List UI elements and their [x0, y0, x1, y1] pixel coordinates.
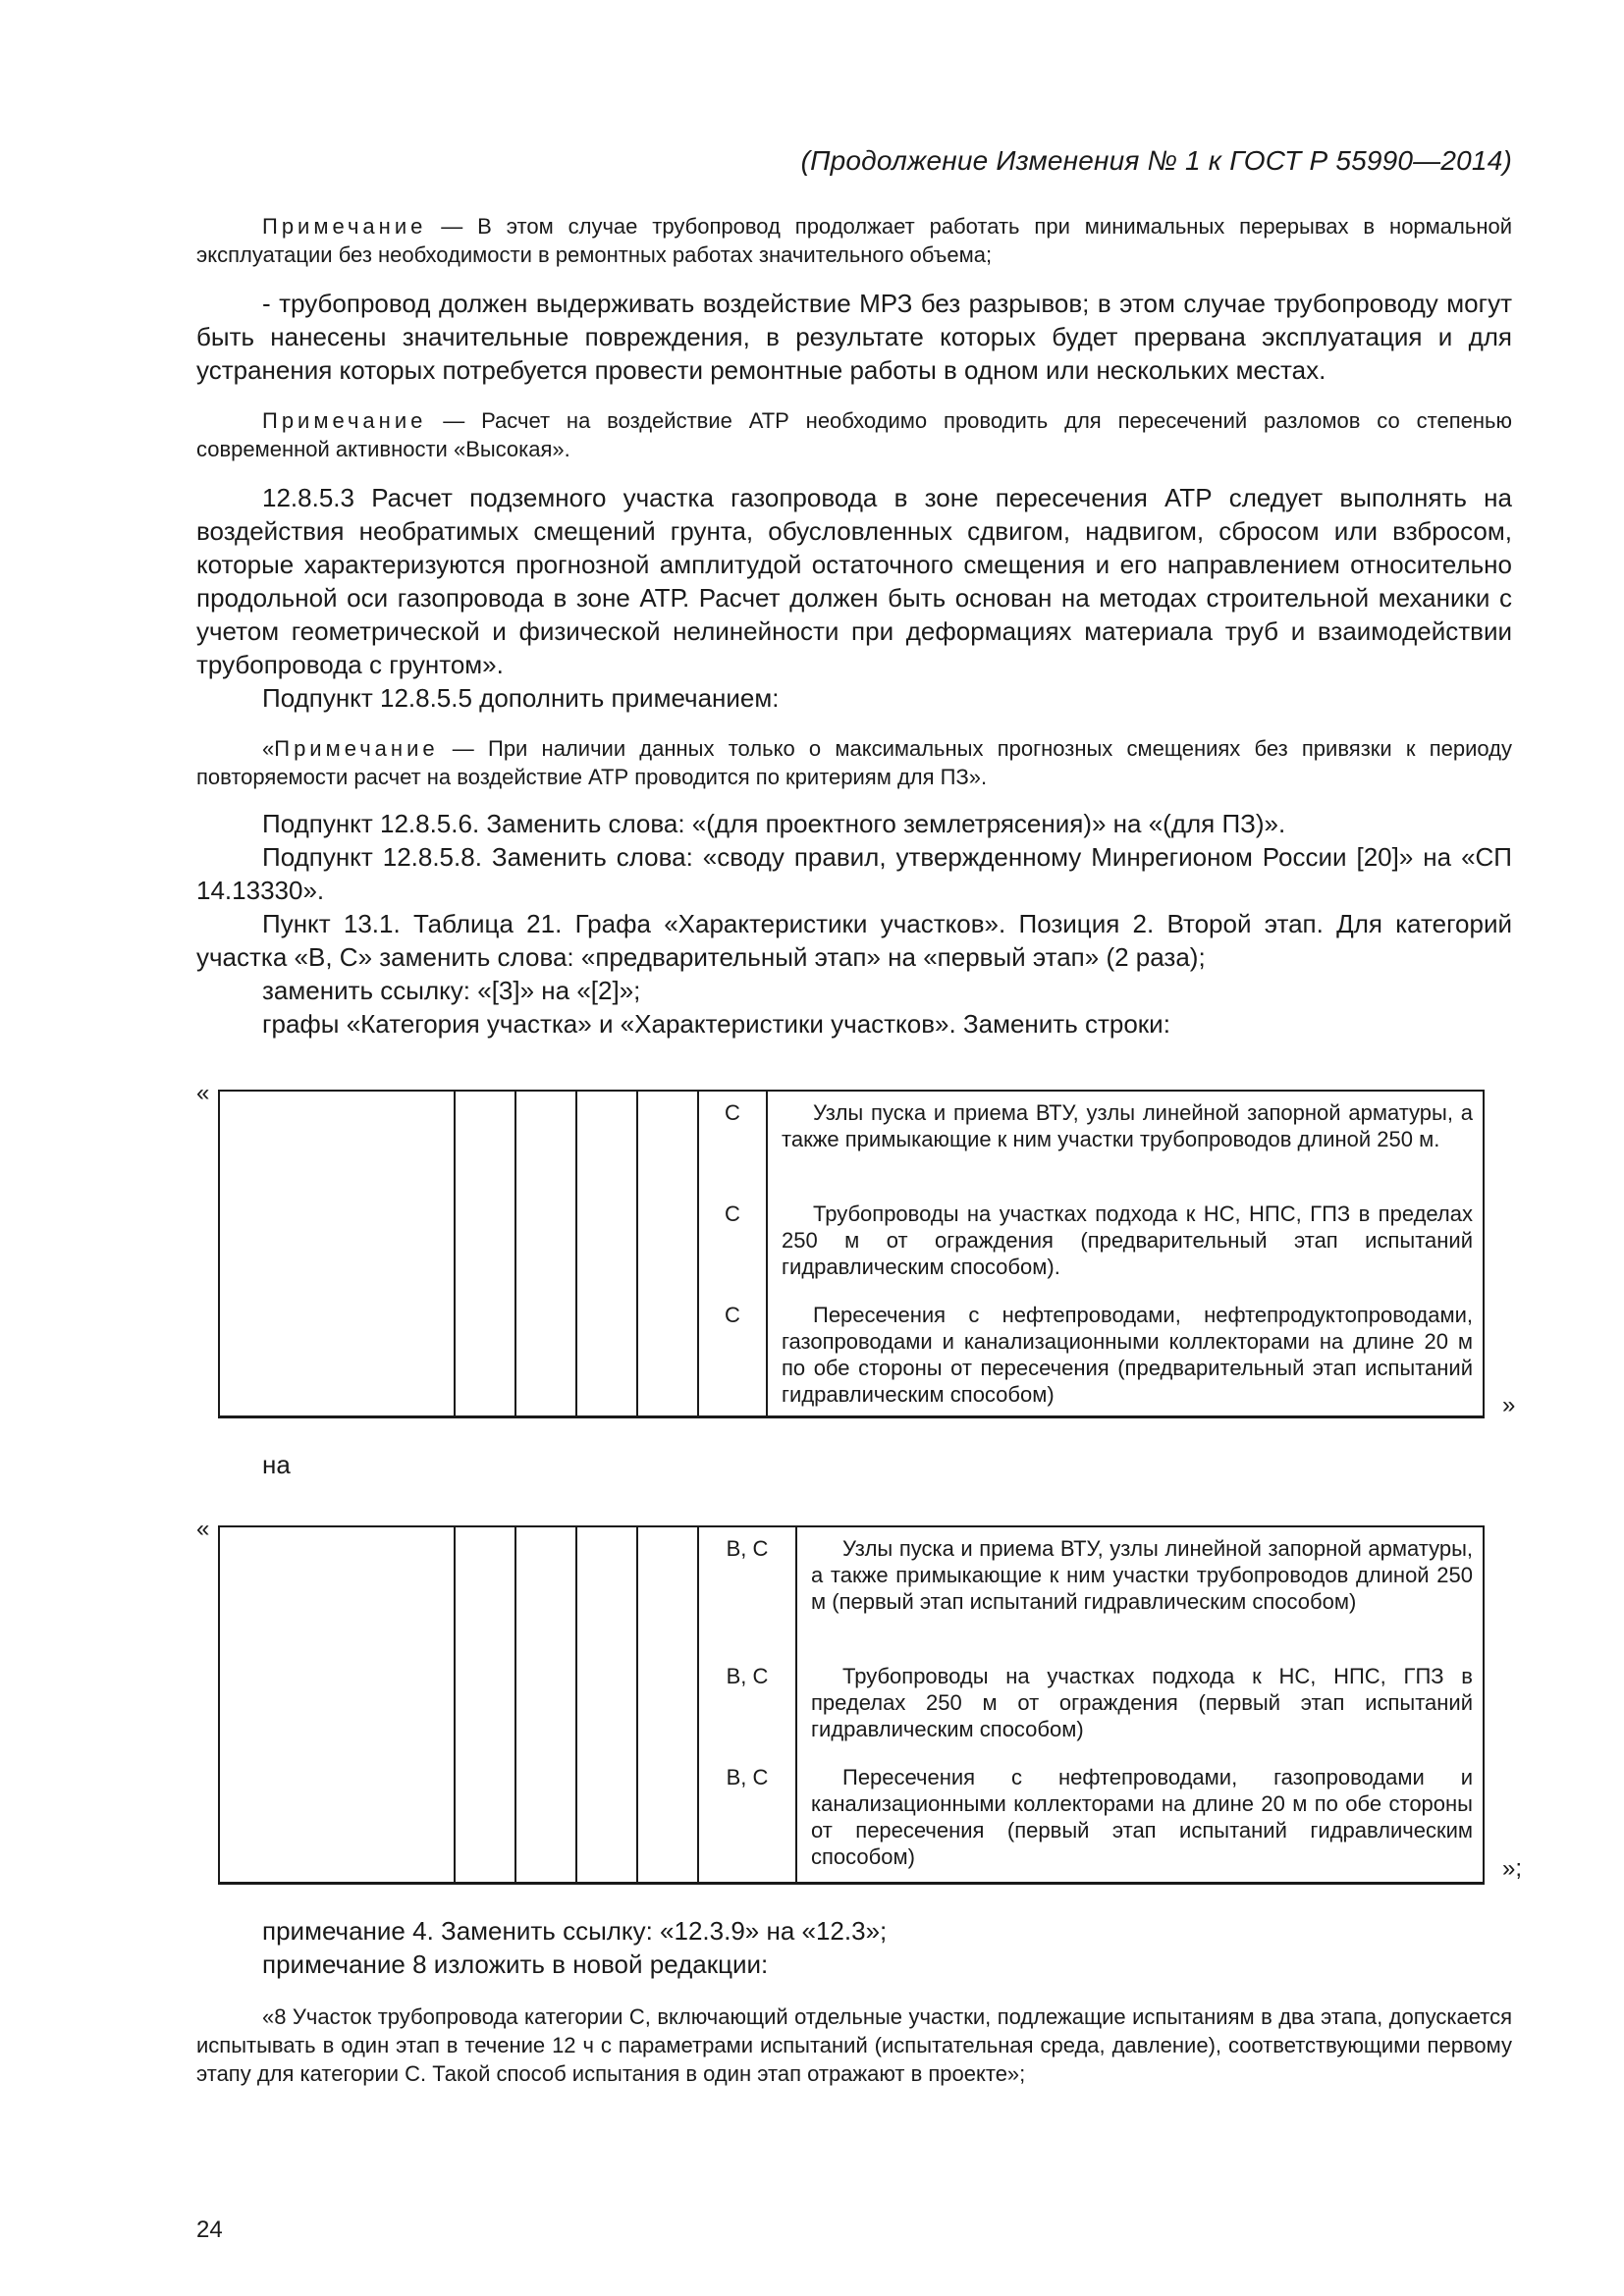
blank-cell — [637, 1091, 698, 1417]
quote-open: « — [196, 1080, 210, 1106]
category-cell: В, С В, С В, С — [698, 1526, 796, 1884]
blank-cell — [576, 1526, 637, 1884]
note-2 — [196, 406, 1512, 463]
table-row — [219, 1091, 1484, 1417]
note-3-text: — При наличии данных только о максимальных прогнозных смещениях без привязки к периоду повторяемости расчет на воздействие АТР проводится по критериям для ПЗ». — [196, 736, 1512, 789]
blank-cell — [515, 1526, 576, 1884]
paragraph-12-8-5-5: Подпункт 12.8.5.5 дополнить примечанием: — [262, 683, 780, 713]
blank-cell — [576, 1091, 637, 1417]
paragraph-13-1: Пункт 13.1. Таблица 21. Графа «Характеристики участков». Позиция 2. Второй этап. Для категорий участка «В, С» заменить слова: «предварительный этап» на «первый этап» (2 раза); — [196, 909, 1512, 972]
blank-cell — [455, 1526, 515, 1884]
note-8-text: «8 Участок трубопровода категории С, включающий отдельные участки, подлежащие испытаниям в два этапа, допускается испытывать в один этап в течение 12 ч с параметрами испытаний (испытательная среда, давление), соответствующими первому этапу для категории С. Такой способ испытания в один этап отражают в проекте»; — [196, 2004, 1512, 2086]
paragraph-12-8-5-3: 12.8.5.3 Расчет подземного участка газопровода в зоне пересечения АТР следует выполнять на воздействия необратимых смещений грунта, обусловленных сдвигом, надвигом, сбросом или взбросом, которые характеризуются прогнозной амплитудой остаточного смещения и его направлением относительно продольной оси газопровода в зоне АТР. Расчет должен быть основан на методах строительной механики с учетом геометрической и физической нелинейности при деформациях материала труб и взаимодействии трубопровода с грунтом». — [196, 483, 1512, 679]
blank-cell — [455, 1091, 515, 1417]
paragraph-12-8-5-8: Подпункт 12.8.5.8. Заменить слова: «своду правил, утвержденному Минрегионом России [20]» на «СП 14.13330». — [196, 842, 1512, 905]
note-1 — [196, 212, 1512, 269]
category-cell: С С С — [698, 1091, 767, 1417]
blank-cell — [637, 1526, 698, 1884]
table-row — [219, 1526, 1484, 1884]
table-new — [196, 1516, 1523, 1889]
paragraph-note4: примечание 4. Заменить ссылку: «12.3.9» на «12.3»; — [262, 1916, 888, 1946]
quote-close: »; — [1502, 1855, 1523, 1882]
note-label: Примечание — [274, 736, 439, 761]
characteristics-cell: Узлы пуска и приема ВТУ, узлы линейной запорной арматуры, а также примыкающие к ним участки трубопроводов длиной 250 м (первый этап испытаний гидравлическим способом) Трубопроводы на участках подхода к НС, НПС, ГПЗ в пределах 250 м от ограждения (первый этап испытаний гидравлическим способом) Пересечения с нефтепроводами, газопроводами и канализационными коллекторами на длине 20 м по обе стороны от пересечения (первый этап испытаний гидравлическим способом) — [796, 1526, 1484, 1884]
paragraph-mrz: - трубопровод должен выдерживать воздействие МРЗ без разрывов; в этом случае трубопроводу могут быть нанесены значительные повреждения, в результате которых будет прервана эксплуатация и для устранения которых потребуется провести ремонтные работы в одном или нескольких местах. — [196, 289, 1512, 385]
note-1-text: — В этом случае трубопровод продолжает работать при минимальных перерывах в нормальной эксплуатации без необходимости в ремонтных работах значительного объема; — [196, 214, 1512, 267]
page-number: 24 — [196, 2216, 223, 2243]
note-2-text: — Расчет на воздействие АТР необходимо проводить для пересечений разломов со степенью современной активности «Высокая». — [196, 408, 1512, 461]
table-old-grid — [218, 1090, 1485, 1418]
note-label: Примечание — [262, 214, 427, 239]
table-old — [196, 1080, 1516, 1418]
paragraph-ref: заменить ссылку: «[3]» на «[2]»; — [262, 976, 641, 1005]
running-head: (Продолжение Изменения № 1 к ГОСТ Р 55990—2014) — [800, 145, 1512, 176]
table-new-grid — [218, 1525, 1485, 1885]
note-label: Примечание — [262, 408, 427, 433]
blank-cell — [219, 1091, 455, 1417]
blank-cell — [219, 1526, 455, 1884]
paragraph-cols: графы «Категория участка» и «Характеристики участков». Заменить строки: — [262, 1009, 1170, 1039]
document-page — [196, 0, 1523, 2296]
note-3: «Примечание — При наличии данных только о максимальных прогнозных смещениях без привязки к периоду повторяемости расчет на воздействие АТР проводится по критериям для ПЗ». — [196, 736, 1512, 789]
word-na: на — [262, 1450, 291, 1479]
blank-cell — [515, 1091, 576, 1417]
quote-close: » — [1502, 1392, 1516, 1418]
paragraph-12-8-5-6: Подпункт 12.8.5.6. Заменить слова: «(для проектного землетрясения)» на «(для ПЗ)». — [262, 809, 1286, 838]
characteristics-cell: Узлы пуска и приема ВТУ, узлы линейной запорной арматуры, а также примыкающие к ним участки трубопроводов длиной 250 м. Трубопроводы на участках подхода к НС, НПС, ГПЗ в пределах 250 м от ограждения (предварительный этап испытаний гидравлическим способом). Пересечения с нефтепроводами, нефтепродуктопроводами, газопроводами и канализационными коллекторами на длине 20 м по обе стороны от пересечения (предварительный этап испытаний гидравлическим способом) — [767, 1091, 1484, 1417]
paragraph-note8: примечание 8 изложить в новой редакции: — [262, 1949, 769, 1979]
quote-open: « — [196, 1516, 210, 1542]
